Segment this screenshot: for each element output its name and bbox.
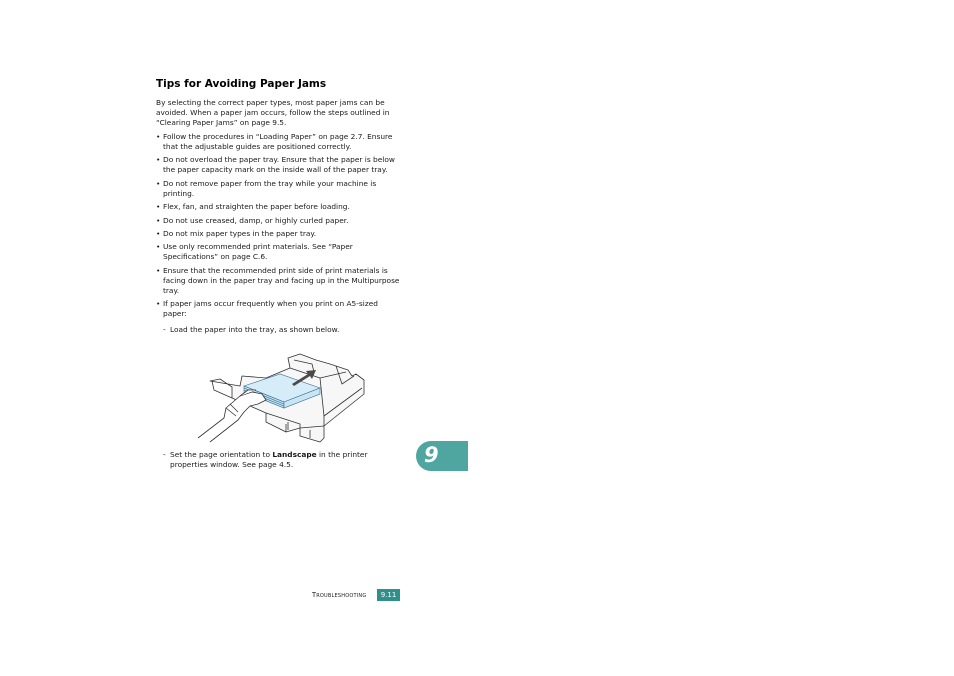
bullet-dot: • — [156, 228, 161, 238]
bullet-dot: • — [156, 265, 161, 275]
bullet-dot: • — [156, 155, 161, 165]
list-item: • Ensure that the recommended print side of print materials is facing down in the paper tray and facing up in the Multipurpose tray. — [156, 265, 400, 295]
body-content — [156, 98, 402, 335]
bullet-dot: • — [156, 132, 161, 141]
section-heading: Tips for Avoiding Paper Jams — [156, 78, 327, 90]
sub-step-orientation: - Set the page orientation to Landscape in the printer properties window. See page 4.5. — [163, 450, 368, 469]
list-item: • Do not overload the paper tray. Ensure that the paper is below the paper capacity mark on the inside wall of the paper tray. — [156, 155, 395, 175]
intro-paragraph: By selecting the correct paper types, most paper jams can be avoided. When a paper jam occurs, follow the steps outlined in “Clearing Paper Jams” on page 9.5. — [156, 98, 390, 127]
tips-list — [156, 132, 402, 319]
sub-step-load-paper: - Load the paper into the tray, as shown below. — [163, 325, 340, 335]
bullet-dot: • — [156, 242, 161, 252]
chapter-number: 9 — [424, 443, 439, 467]
footer-section-label: Troubleshooting — [312, 591, 367, 599]
list-item: • If paper jams occur frequently when you print on A5-sized paper: — [156, 299, 378, 319]
bullet-dot: • — [156, 215, 161, 225]
list-item: • Follow the procedures in “Loading Paper” on page 2.7. Ensure that the adjustable guides are positioned correctly. — [156, 132, 393, 151]
chapter-tab — [416, 441, 468, 471]
bullet-dot: • — [156, 178, 161, 188]
list-item: • Use only recommended print materials. See “Paper Specifications” on page C.6. — [156, 242, 353, 262]
list-item: • Do not mix paper types in the paper tray. — [156, 228, 317, 238]
bullet-dot: • — [156, 202, 161, 212]
list-item: • Flex, fan, and straighten the paper before loading. — [156, 202, 350, 212]
paper-tray-illustration — [196, 350, 368, 444]
dash-marker: - — [163, 450, 166, 459]
list-item: • Do not remove paper from the tray while your machine is printing. — [156, 178, 377, 198]
bullet-dot: • — [156, 299, 161, 309]
dash-marker: - — [163, 325, 166, 335]
list-item: • Do not use creased, damp, or highly curled paper. — [156, 215, 349, 225]
landscape-keyword: Landscape — [272, 450, 317, 459]
page-number-badge: 9.11 — [377, 589, 400, 601]
